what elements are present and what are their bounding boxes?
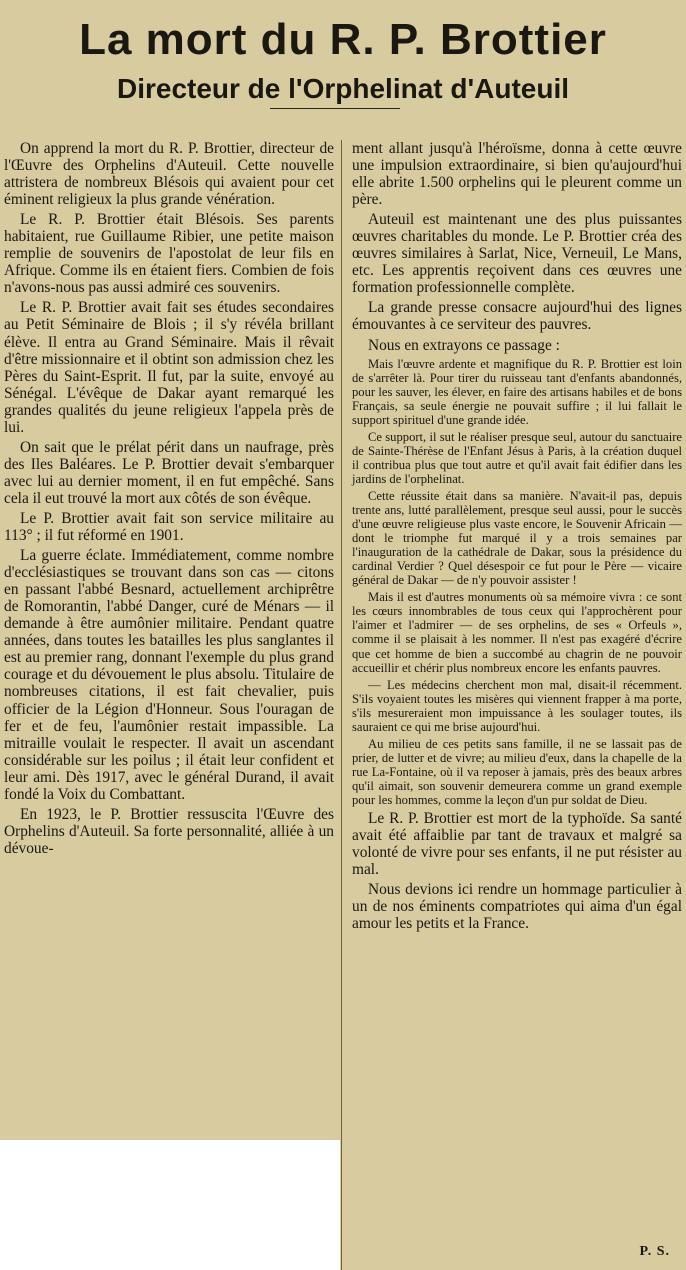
paragraph: Nous en extrayons ce passage : [368,336,560,354]
subheadline: Directeur de l'Orphelinat d'Auteuil [116,73,570,104]
title-rule [270,108,400,109]
headline: La mort du R. P. Brottier [79,15,607,64]
paragraph: La grande presse consacre aujourd'hui des lignes émouvantes à ce serviteur des pauvres. [352,299,682,334]
quoted-paragraph: — Les médecins cherchent mon mal, disait-il récemment. S'ils voyaient toutes les misères qui viennent frapper à ma porte, s'ils mesureraient mon impuissance à les soulager toutes, ils sauraient ce qui me brise aujourd'hui. [352,677,682,734]
paragraph: ment allant jusqu'à l'héroïsme, donna à cette œuvre une impulsion extraordinaire, si bien qu'aujourd'hui elle abrite 1.500 orphelins qui le pleurent comme un père. [352,140,682,209]
signature: P. S. [639,1244,670,1259]
paragraph: Le P. Brottier avait fait son service militaire au 113° ; il fut réformé en 1901. [4,509,334,545]
paragraph: Le R. P. Brottier avait fait ses études secondaires au Petit Séminaire de Blois ; il s'y révéla brillant élève. Il entra au Grand Séminaire. Mais il rêvait d'être missionnaire et il obtint son admission chez les Pères du Saint-Esprit. Il fut, par la suite, envoyé au Sénégal. L'évêque de Dakar ayant remarqué les grandes qualités du jeune religieux l'appela près de lui. [4,299,334,436]
paragraph: On apprend la mort du R. P. Brottier, directeur de l'Œuvre des Orphelins d'Auteuil. Cette nouvelle attristera de nombreux Blésois qui avaient pour cet éminent religieux la plus grande vénération. [4,140,334,209]
paragraph: On sait que le prélat périt dans un naufrage, près des Iles Baléares. Le P. Brottier devait s'embarquer avec lui au dernier moment, il en fut empêché. Sans cela il eut trouvé la mort aux côtés de son évêque. [4,438,334,507]
column-divider [341,140,342,1270]
paragraph: Le R. P. Brottier était Blésois. Ses parents habitaient, rue Guillaume Ribier, une petite maison remplie de souvenirs de l'apostolat de leur fils en Afrique. Comme ils en étaient fiers. Combien de fois n'avons-nous pas aussi admiré ces souvenirs. [4,211,334,297]
quoted-paragraph: Mais l'œuvre ardente et magnifique du R. P. Brottier est loin de s'arrêter là. Pour tirer du ruisseau tant d'enfants abandonnés, pour les sauver, les élever, en faire des artisans habiles et de bons Français, sa seule énergie ne pouvait suffire ; il lui fallait le support spirituel d'une grande idée. [352,356,682,427]
quoted-paragraph: Cette réussite était dans sa manière. N'avait-il pas, depuis trente ans, lutté parallèlement, presque seul aussi, pour le succès d'une œuvre religieuse plus vaste encore, le Souvenir Africain — dont le triomphe fut marqué il y a trois semaines par l'inauguration de la cathédrale de Dakar, sous la présidence du cardinal Verdier ? Quel désespoir ce fut pour le Père — vicaire général de Dakar — de n'y pouvoir assister ! [352,488,682,588]
paragraph: En 1923, le P. Brottier ressuscita l'Œuvre des Orphelins d'Auteuil. Sa forte personnalité, alliée à un dévoue- [4,805,334,857]
quoted-paragraph: Ce support, il sut le réaliser presque seul, autour du sanctuaire de Sainte-Thérèse de l'Enfant Jésus à Paris, à la création duquel il contribua plus que tout autre et qu'il avait fait édifier dans les jardins de l'orphelinat. [352,429,682,486]
paragraph: Nous devions ici rendre un hommage particulier à un de nos éminents compatriotes qui aima d'un égal amour les petits et la France. [352,881,682,933]
quoted-paragraph: Au milieu de ces petits sans famille, il ne se lassait pas de prier, de lutter et de vivre; au milieu d'eux, dans la chapelle de la rue La-Fontaine, où il va reposer à jamais, près des beaux arbres qu'il aimait, son souvenir demeurera comme un grand exemple pour les hommes, comme la leçon d'un pur soldat de Dieu. [352,736,682,807]
right-column [352,140,682,935]
blank-corner [0,1140,340,1270]
paragraph: Le R. P. Brottier est mort de la typhoïde. Sa santé avait été affaiblie par tant de travaux et malgré sa volonté de vivre pour ses enfants, il ne put résister au mal. [352,810,682,879]
left-column [4,140,334,860]
paragraph: La guerre éclate. Immédiatement, comme nombre d'ecclésiastiques se trouvant dans son cas — citons en passant l'abbé Besnard, actuellement archiprêtre de Romorantin, l'abbé Danger, curé de Ménars — il demande à être aumônier militaire. Pendant quatre années, dans toutes les batailles les plus sanglantes il est au premier rang, donnant l'exemple du plus grand courage et du dévouement le plus absolu. Titulaire de nombreuses citations, il est fait chevalier, puis officier de la Légion d'Honneur. Sous l'ouragan de fer et de feu, l'aumônier restait impassible. La mitraille voulait le respecter. Il avait un ascendant considérable sur les poilus ; il était leur confident et leur ami. Dès 1917, avec le général Durand, il avait fondé la Voix du Combattant. [4,547,334,803]
quoted-paragraph: Mais il est d'autres monuments où sa mémoire vivra : ce sont les cœurs innombrables de tous ceux qui l'approchèrent pour l'aimer et l'admirer — de ses orphelins, de ses « Orfeuls », comme il se plaisait à les nommer. Il n'est pas exagéré d'écrire que cet homme de bien a succombé au chagrin de ne pouvoir accueillir et chérir plus nombreux encore les enfants pauvres. [352,590,682,675]
paragraph: Auteuil est maintenant une des plus puissantes œuvres charitables du monde. Le P. Brottier créa des œuvres similaires à Sarlat, Nice, Verneuil, Le Mans, etc. Les apprentis reçoivent dans ces œuvres une formation professionnelle complète. [352,211,682,297]
